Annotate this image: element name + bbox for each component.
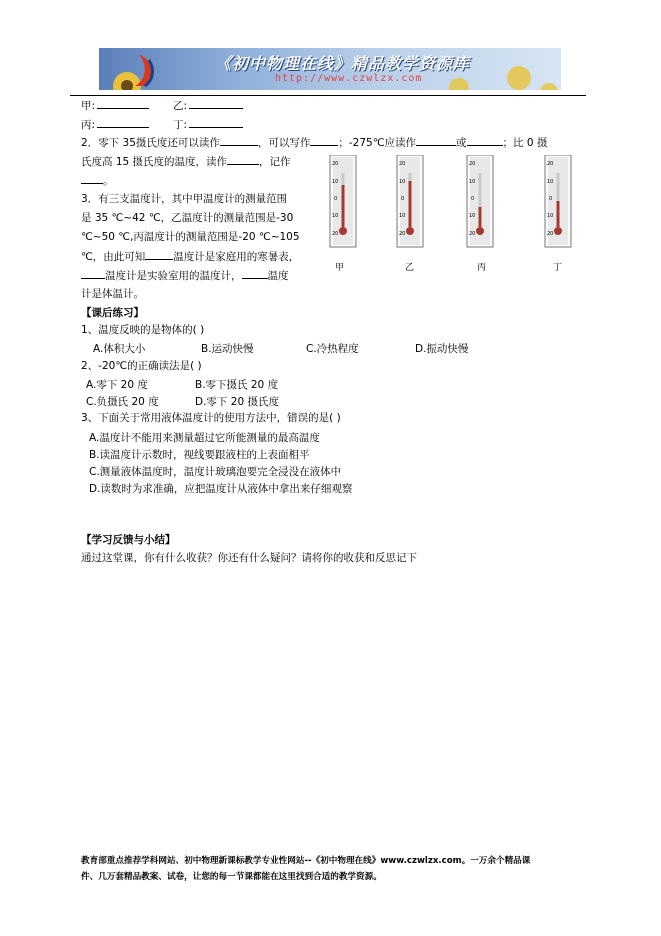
svg-text:10: 10 xyxy=(399,179,406,185)
feedback-heading: 【学习反馈与小结】 xyxy=(81,534,176,546)
svg-text:20: 20 xyxy=(547,161,554,167)
thermometer-ding xyxy=(545,155,571,247)
q1-option-a[interactable]: A.体积大小 xyxy=(93,343,146,355)
q2-option-d[interactable]: D.零下 20 摄氏度 xyxy=(195,396,279,408)
q2-option-c[interactable]: C.负摄氏 20 度 xyxy=(86,396,159,408)
q2-option-a[interactable]: A.零下 20 度 xyxy=(86,379,148,391)
q3-line5: 温度计是实验室用的温度计， 温度 xyxy=(81,266,289,286)
q3-option-c[interactable]: C.测量液体温度时，温度计玻璃泡要完全浸没在液体中 xyxy=(89,466,342,478)
thermometer-label-bing: 丙 xyxy=(477,263,487,273)
svg-text:10: 10 xyxy=(469,213,476,219)
q2-line3: 。 xyxy=(81,171,114,191)
fill-line-jia: 甲: xyxy=(81,96,149,116)
svg-text:20: 20 xyxy=(332,161,339,167)
thermometer-label-jia: 甲 xyxy=(335,263,345,273)
svg-text:0: 0 xyxy=(549,196,553,202)
banner-title: 《初中物理在线》精品教学资源库 xyxy=(215,54,471,73)
banner-url: http://www.czwlzx.com xyxy=(275,73,423,84)
q1-option-c[interactable]: C.冷热程度 xyxy=(306,343,359,355)
fill-line-bing: 丙: xyxy=(81,115,149,135)
svg-text:10: 10 xyxy=(399,213,406,219)
svg-text:10: 10 xyxy=(332,179,339,185)
svg-text:20: 20 xyxy=(399,231,406,237)
footer-line-2: 件、几万套精品教案、试卷，让您的每一节课都能在这里找到合适的教学资源。 xyxy=(81,872,382,882)
thermometer-label-yi: 乙 xyxy=(405,263,415,273)
q2-line2: 氏度高 15 摄氏度的温度，读作 ，记作 xyxy=(81,152,291,172)
practice-heading: 【课后练习】 xyxy=(81,307,144,319)
svg-text:0: 0 xyxy=(471,196,475,202)
practice-q3: 3、下面关于常用液体温度计的使用方法中，错误的是( ) xyxy=(81,412,341,424)
thermometer-bulb xyxy=(554,227,562,235)
svg-text:20: 20 xyxy=(469,161,476,167)
svg-text:0: 0 xyxy=(334,196,338,202)
q3-line6: 计是体温计。 xyxy=(81,288,144,300)
thermometer-bulb xyxy=(406,227,414,235)
svg-text:10: 10 xyxy=(547,213,554,219)
thermometer-bulb xyxy=(476,227,484,235)
svg-text:10: 10 xyxy=(469,179,476,185)
q3-option-a[interactable]: A.温度计不能用来测量超过它所能测量的最高温度 xyxy=(89,432,320,444)
svg-text:10: 10 xyxy=(547,179,554,185)
q2-line1: 2．零下 35摄氏度还可以读作 ，可以写作 ；-275℃应读作 或 ；比 0 摄 xyxy=(81,133,547,153)
q3-line4: ℃，由此可知 温度计是家庭用的寒暑表， xyxy=(81,247,299,267)
header-banner xyxy=(99,48,561,90)
q3-line3: ℃~50 ℃,丙温度计的测量范围是-20 ℃~105 xyxy=(81,231,300,243)
q1-option-d[interactable]: D.振动快慢 xyxy=(415,343,469,355)
svg-text:20: 20 xyxy=(469,231,476,237)
svg-text:0: 0 xyxy=(401,196,405,202)
q2-option-b[interactable]: B.零下摄氏 20 度 xyxy=(195,379,279,391)
footer-line-1: 教育部重点推荐学科网站、初中物理新课标教学专业性网站--《初中物理在线》www.czwlzx.com。一万余个精品课 xyxy=(81,856,531,866)
practice-q1: 1、温度反映的是物体的( ) xyxy=(81,324,205,336)
q3-option-d[interactable]: D.读数时为求准确，应把温度计从液体中拿出来仔细观察 xyxy=(89,483,353,495)
practice-q2: 2、-20℃的正确读法是( ) xyxy=(81,360,202,372)
page-footer xyxy=(81,853,593,885)
q3-line2: 是 35 ℃~42 ℃，乙温度计的测量范围是-30 xyxy=(81,212,294,224)
feedback-text: 通过这堂课，你有什么收获？你还有什么疑问？请将你的收获和反思记下 xyxy=(81,552,417,564)
thermometer-bing xyxy=(467,155,493,247)
thermometer-label-ding: 丁 xyxy=(553,263,563,273)
svg-text:10: 10 xyxy=(332,213,339,219)
svg-text:20: 20 xyxy=(399,161,406,167)
svg-text:20: 20 xyxy=(547,231,554,237)
svg-text:20: 20 xyxy=(332,231,339,237)
thermometer-yi xyxy=(397,155,423,247)
thermometer-bulb xyxy=(339,227,347,235)
q1-option-b[interactable]: B.运动快慢 xyxy=(201,343,254,355)
fill-line-ding: 丁: xyxy=(173,115,243,135)
q3-line1: 3．有三支温度计，其中甲温度计的测量范围 xyxy=(81,193,288,205)
thermometer-figure xyxy=(325,155,585,280)
fill-line-yi: 乙: xyxy=(173,96,243,116)
q3-option-b[interactable]: B.读温度计示数时，视线要跟液柱的上表面相平 xyxy=(89,449,310,461)
thermometer-jia xyxy=(330,155,356,247)
